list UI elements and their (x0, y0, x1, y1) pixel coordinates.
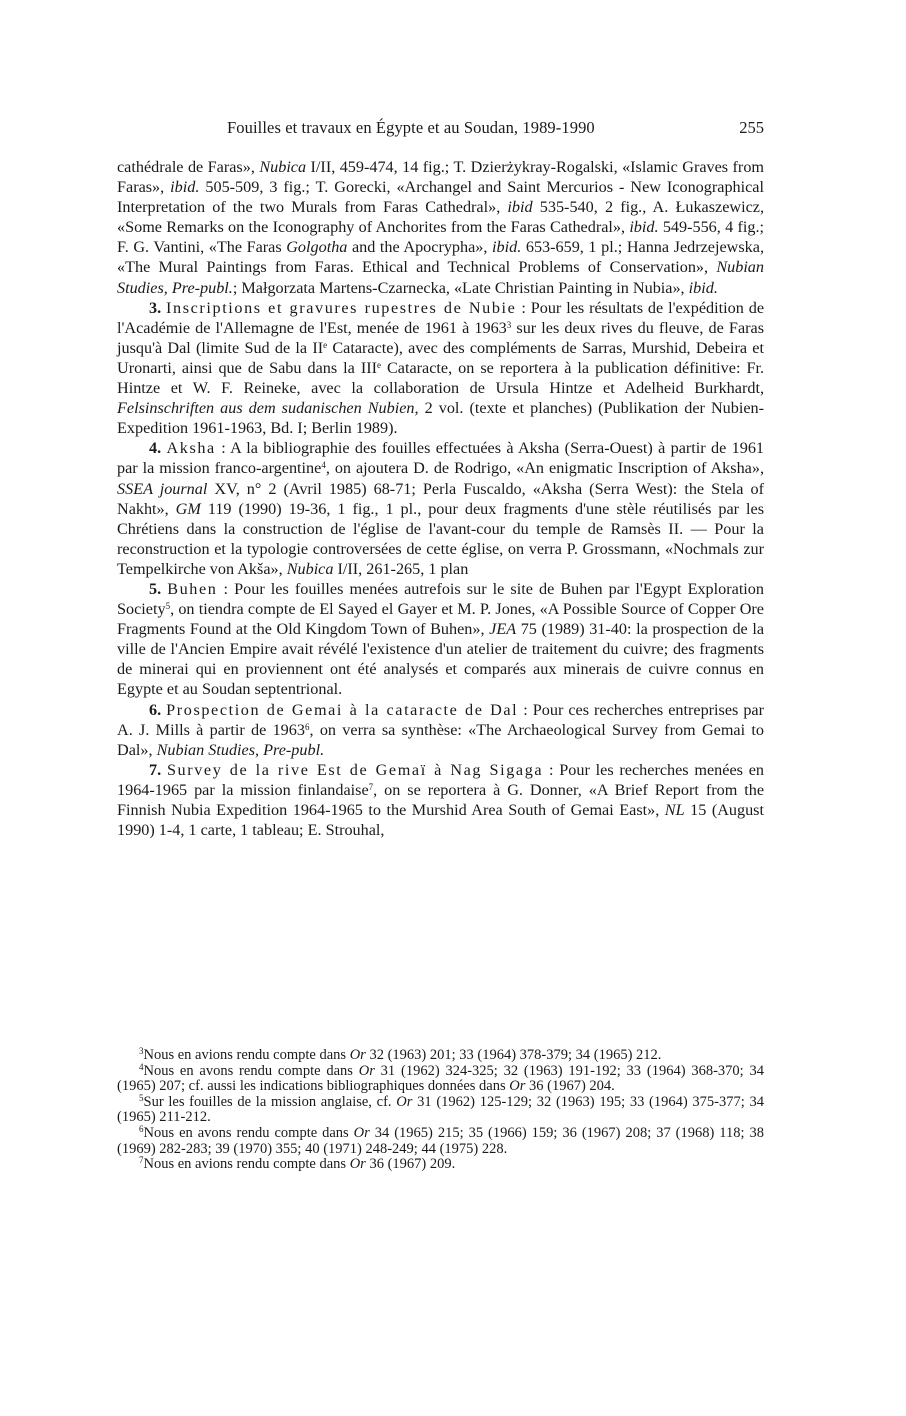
footnote-ref: 7 (368, 781, 374, 792)
section-number: 4. (149, 439, 162, 458)
section-5-buhen: 5. Buhen : Pour les fouilles menées autrefois sur le site de Buhen par l'Egypt Exploration Society$^5$, on tiendra compte de El Sayed el Gayer et M. P. Jones, «A Possible Source of Copper Ore Fragments Found at the Old Kingdom Town of Buhen», JEA 75 (1989) 31-40: la prospection de la ville de l'Ancien Empire avait révélé l'existence d'un atelier de traitement du cuivre; des fragments de minerai qui en proviennent ont été analysés et comparés aux minerais de cuivre connus en Egypte et au Soudan septentrional. (117, 579, 764, 699)
footnote-6: $^6$Nous en avons rendu compte dans Or 34 (1965) 215; 35 (1966) 159; 36 (1967) 208; 37 (1968) 118; 38 (1969) 282-283; 39 (1970) 355; 40 (1971) 248-249; 44 (1975) 228. (117, 1123, 764, 1157)
section-4-aksha: 4. Aksha : A la bibliographie des fouilles effectuées à Aksha (Serra-Ouest) à partir de 1961 par la mission franco-argentine$^4$, on ajoutera D. de Rodrigo, «An enigmatic Inscription of Aksha», SSEA journal XV, n° 2 (Avril 1985) 68-71; Perla Fuscaldo, «Aksha (Serra West): the Stela of Nakht», GM 119 (1990) 19-36, 1 fig., 1 pl., pour deux fragments d'une stèle réutilisés par les Chrétiens dans la construction de l'église de l'avant-cour du temple de Ramsès II. — Pour la reconstruction et la typologie controversées de cette église, on verra P. Grossmann, «Nochmals zur Tempelkirche von Akša», Nubica I/II, 261-265, 1 plan (117, 439, 765, 578)
footnote-4: $^4$Nous en avons rendu compte dans Or 31 (1962) 324-325; 32 (1963) 191-192; 33 (1964) 368-370; 34 (1965) 207; cf. aussi les indications bibliographiques données dans Or 36 (1967) 204. (117, 1061, 764, 1095)
section-title: Buhen (167, 579, 218, 598)
section-number: 6. (149, 700, 162, 719)
section-number: 5. (149, 579, 162, 598)
footnote-ref: 3 (506, 319, 512, 330)
section-title: Survey de la rive Est de Gemaï à Nag Sigaga (166, 760, 544, 779)
footnote-number: 4 (139, 1061, 144, 1072)
main-text (117, 157, 764, 840)
footnote-ref: 6 (304, 721, 310, 732)
section-title: Inscriptions et gravures rupestres de Nubie (166, 298, 517, 317)
running-title: Fouilles et travaux en Égypte et au Soudan, 1989-1990 (227, 118, 595, 137)
footnote-number: 6 (139, 1123, 144, 1134)
section-number: 3. (149, 298, 162, 317)
footnote-number: 7 (139, 1155, 144, 1166)
page-number: 255 (739, 118, 764, 137)
section-7-survey-gemai: 7. Survey de la rive Est de Gemaï à Nag Sigaga : Pour les recherches menées en 1964-1965 par la mission finlandaise$^7$, on se reportera à G. Donner, «A Brief Report from the Finnish Nubia Expedition 1964-1965 to the Murshid Area South of Gemai East», NL 15 (August 1990) 1-4, 1 carte, 1 tableau; E. Strouhal, (117, 760, 765, 840)
footnote-ref: 4 (321, 460, 326, 471)
running-header (117, 118, 764, 142)
section-3-inscriptions: 3. Inscriptions et gravures rupestres de Nubie : Pour les résultats de l'expédition de l'Académie de l'Allemagne de l'Est, menée de 1961 à 1963$^3$ sur les deux rives du fleuve, de Faras jusqu'à Dal (limite Sud de la IIe Cataracte), avec des compléments de Sarras, Murshid, Debeira et Uronarti, ainsi que de Sabu dans la IIIe Cataracte, on se reportera à la publication définitive: Fr. Hintze et W. F. Reineke, avec la collaboration de Ursula Hintze et Adelheid Burkhardt, Felsinschriften aus dem sudanischen Nubien, 2 vol. (texte et planches) (Publikation der Nubien-Expedition 1961-1963, Bd. I; Berlin 1989). (117, 298, 765, 438)
section-6-gemai-dal: 6. Prospection de Gemai à la cataracte de Dal : Pour ces recherches entreprises par A. J. Mills à partir de 1963$^6$, on verra sa synthèse: «The Archaeological Survey from Gemai to Dal», Nubian Studies, Pre-publ. (117, 700, 765, 759)
footnote-number: 5 (139, 1092, 144, 1103)
section-title: Aksha (166, 439, 216, 458)
footnote-ref: 5 (165, 601, 171, 612)
footnote-7: $^7$Nous en avions rendu compte dans Or 36 (1967) 209. (139, 1155, 456, 1173)
footnote-3: $^3$Nous en avions rendu compte dans Or 32 (1963) 201; 33 (1964) 378-379; 34 (1965) 212. (139, 1046, 662, 1063)
footnote-5: $^5$Sur les fouilles de la mission anglaise, cf. Or 31 (1962) 125-129; 32 (1963) 195; 33 (1964) 375-377; 34 (1965) 211-212. (117, 1092, 764, 1126)
paragraph-faras-continued: cathédrale de Faras», Nubica I/II, 459-474, 14 fig.; T. Dzierżykray-Rogalski, «Islamic Graves from Faras», ibid. 505-509, 3 fig.; T. Gorecki, «Archangel and Saint Mercurios - New Iconographical Interpretation of the two Murals from Faras Cathedral», ibid 535-540, 2 fig., A. Łukaszewicz, «Some Remarks on the Iconography of Anchorites from the Faras Cathedral», ibid. 549-556, 4 fig.; F. G. Vantini, «The Faras Golgotha and the Apocrypha», ibid. 653-659, 1 pl.; Hanna Jedrzejewska, «The Mural Paintings from Faras. Ethical and Technical Problems of Conservation», Nubian Studies, Pre-publ.; Małgorzata Martens-Czarnecka, «Late Christian Painting in Nubia», ibid. (117, 158, 765, 297)
section-title: Prospection de Gemai à la cataracte de Dal (166, 700, 519, 719)
section-number: 7. (149, 760, 162, 779)
footnote-number: 3 (139, 1046, 144, 1056)
footnotes (117, 1048, 764, 1173)
